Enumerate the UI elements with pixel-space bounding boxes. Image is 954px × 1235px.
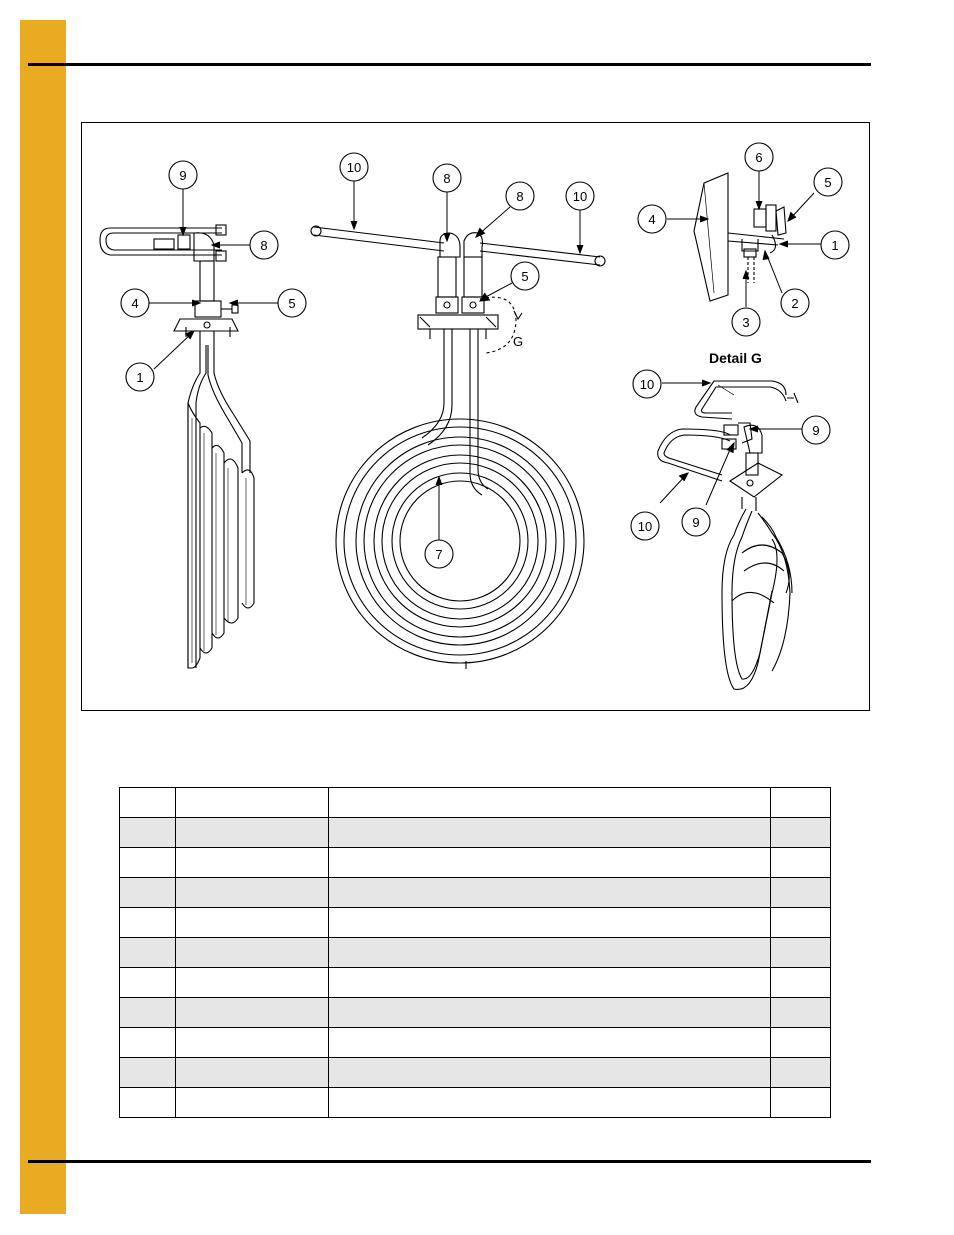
callout-10-center-right [566,182,594,210]
svg-text:5: 5 [824,175,832,190]
table-header-row [120,788,831,818]
table-cell [120,938,176,968]
table-cell [120,848,176,878]
table-cell [771,1058,831,1088]
table-row [120,968,831,998]
left-view [100,225,254,668]
header-qty [771,788,831,818]
table-row [120,848,831,878]
header-description [328,788,770,818]
svg-text:8: 8 [443,171,451,186]
table-cell [771,908,831,938]
assembly-drawing [82,123,869,710]
table-cell [175,878,328,908]
table-cell [771,968,831,998]
table-cell [175,938,328,968]
svg-text:9: 9 [812,423,820,438]
table-cell [120,908,176,938]
table-cell [771,878,831,908]
svg-text:7: 7 [435,547,443,562]
header-ref [120,788,176,818]
table-cell [771,1088,831,1118]
table-cell [175,908,328,938]
callout-3-right [732,308,760,336]
callout-9-detail-bottom [682,508,710,536]
footer-rule [28,1160,871,1163]
detail-g-label: Detail G [709,350,762,366]
table-cell [120,1028,176,1058]
svg-text:2: 2 [791,296,799,311]
svg-text:8: 8 [516,189,524,204]
view-label-g: G [512,334,524,349]
svg-text:5: 5 [521,269,529,284]
table-row [120,878,831,908]
table-row [120,1058,831,1088]
table-cell [771,848,831,878]
table-cell [771,938,831,968]
callout-2-right [781,289,809,317]
side-tab [20,20,66,1214]
table-cell [175,1028,328,1058]
table-cell [328,938,770,968]
svg-text:1: 1 [136,370,144,385]
svg-text:10: 10 [639,377,655,392]
callout-1-right [821,231,849,259]
callout-10-center-left [340,153,368,181]
callout-6-right [745,143,773,171]
svg-text:8: 8 [260,238,268,253]
svg-text:10: 10 [637,519,653,534]
svg-text:6: 6 [755,150,763,165]
table-cell [120,968,176,998]
header-part [175,788,328,818]
callout-10-detail-bottom [631,512,659,540]
callout-10-detail-top [633,370,661,398]
callout-4-right [638,205,666,233]
assembly-figure [81,122,870,711]
table-cell [175,968,328,998]
callout-5-right [814,168,842,196]
table-cell [771,818,831,848]
table-cell [175,818,328,848]
svg-text:9: 9 [179,168,187,183]
callout-1-left [126,363,154,391]
table-cell [175,998,328,1028]
header-rule [28,63,871,66]
table-cell [175,848,328,878]
table-cell [120,998,176,1028]
svg-text:5: 5 [288,296,296,311]
svg-text:3: 3 [742,315,750,330]
callout-4-left [121,289,149,317]
table-cell [771,1028,831,1058]
table-cell [328,878,770,908]
table-row [120,1028,831,1058]
table-cell [328,998,770,1028]
right-bottom-view [658,381,798,689]
callout-5-left [278,289,306,317]
table-cell [328,1058,770,1088]
table-cell [120,818,176,848]
table-cell [328,968,770,998]
table-cell [120,878,176,908]
table-cell [120,1058,176,1088]
callout-9-detail-right [802,416,830,444]
callout-8-center-right [506,182,534,210]
table-cell [328,1088,770,1118]
parts-table [119,787,831,1118]
svg-text:4: 4 [648,212,656,227]
callout-8-center-left [433,164,461,192]
table-row [120,908,831,938]
callout-5-center [511,262,539,290]
table-cell [328,1028,770,1058]
callout-9-left [169,161,197,189]
parts-table-body [120,818,831,1118]
svg-text:4: 4 [131,296,139,311]
table-cell [328,908,770,938]
table-cell [771,998,831,1028]
svg-text:10: 10 [572,189,588,204]
table-cell [175,1058,328,1088]
svg-text:1: 1 [831,238,839,253]
table-row [120,818,831,848]
callout-7-center [425,540,453,568]
right-top-view [694,173,786,301]
table-cell [120,1088,176,1118]
table-cell [175,1088,328,1118]
table-row [120,998,831,1028]
svg-text:9: 9 [692,515,700,530]
table-row [120,938,831,968]
callout-8-left [250,231,278,259]
table-cell [328,818,770,848]
table-cell [328,848,770,878]
table-row [120,1088,831,1118]
center-view [311,226,605,669]
svg-text:10: 10 [346,160,362,175]
